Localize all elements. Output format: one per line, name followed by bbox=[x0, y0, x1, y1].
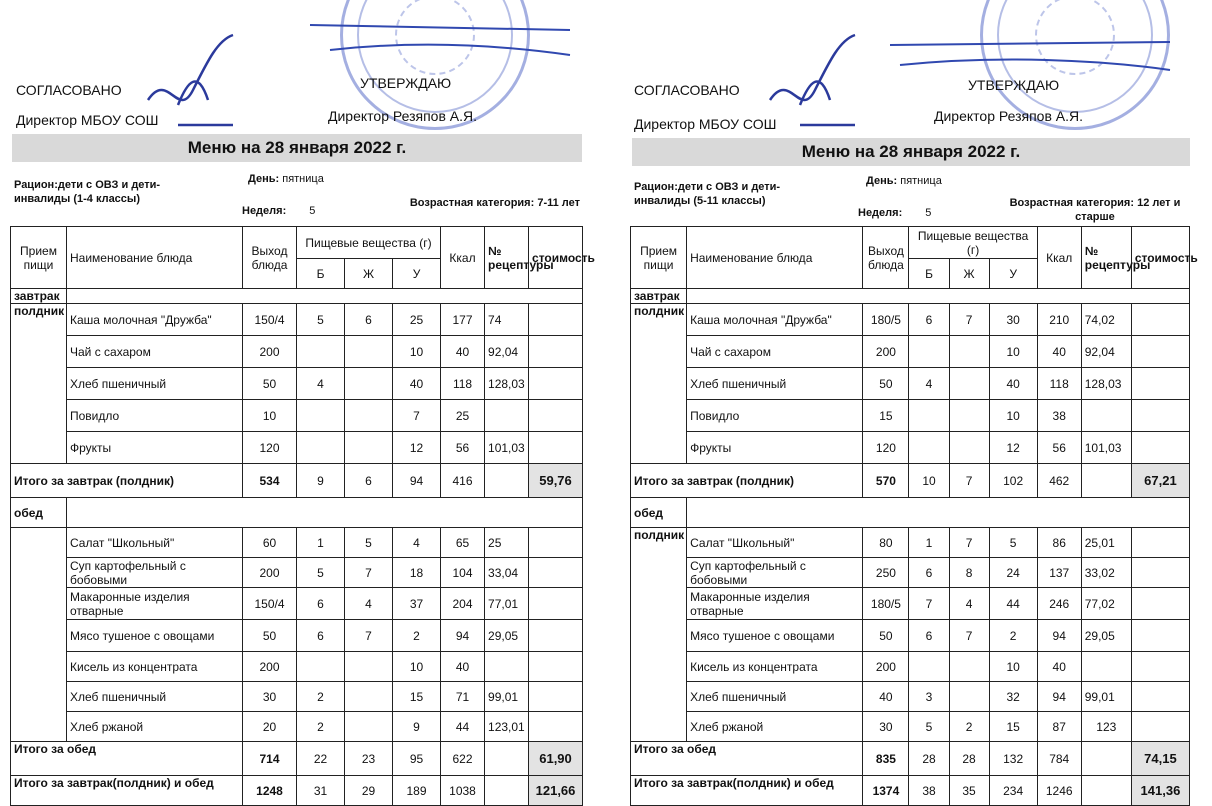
dish-output: 15 bbox=[863, 400, 909, 432]
dish-u: 40 bbox=[989, 368, 1037, 400]
dish-cost bbox=[529, 368, 583, 400]
dish-kcal: 71 bbox=[441, 682, 485, 712]
dish-kcal: 177 bbox=[441, 304, 485, 336]
total-cost: 74,15 bbox=[1131, 742, 1189, 776]
dish-output: 150/4 bbox=[243, 304, 297, 336]
dish-cost bbox=[1131, 558, 1189, 588]
dish-u: 32 bbox=[989, 682, 1037, 712]
dish-cost bbox=[529, 620, 583, 652]
total-output: 835 bbox=[863, 742, 909, 776]
section-lunch: обед bbox=[11, 498, 67, 528]
dish-u: 30 bbox=[989, 304, 1037, 336]
total-u: 94 bbox=[393, 464, 441, 498]
dish-u: 2 bbox=[989, 620, 1037, 652]
total-breakfast-label: Итого за завтрак (полдник) bbox=[631, 464, 863, 498]
section-lunch-sub: полдник bbox=[631, 528, 687, 742]
dish-cost bbox=[529, 528, 583, 558]
total-b: 31 bbox=[297, 776, 345, 806]
dish-zh: 8 bbox=[949, 558, 989, 588]
dish-name: Каша молочная "Дружба" bbox=[687, 304, 863, 336]
dish-recipe: 123,01 bbox=[485, 712, 529, 742]
director-school: Директор МБОУ СОШ bbox=[16, 112, 159, 128]
dish-b: 4 bbox=[909, 368, 949, 400]
total-zh: 35 bbox=[949, 776, 989, 806]
dish-kcal: 137 bbox=[1037, 558, 1081, 588]
dish-name: Салат "Школьный" bbox=[67, 528, 243, 558]
dish-kcal: 38 bbox=[1037, 400, 1081, 432]
ration-label: Рацион:дети с ОВЗ и дети-инвалиды (5-11 классы) bbox=[634, 181, 781, 207]
total-zh: 29 bbox=[345, 776, 393, 806]
dish-u: 12 bbox=[393, 432, 441, 464]
total-b: 9 bbox=[297, 464, 345, 498]
dish-zh bbox=[345, 682, 393, 712]
total-kcal: 1038 bbox=[441, 776, 485, 806]
dish-output: 30 bbox=[243, 682, 297, 712]
dish-recipe bbox=[1081, 652, 1131, 682]
dish-recipe: 92,04 bbox=[485, 336, 529, 368]
dish-cost bbox=[1131, 336, 1189, 368]
dish-b: 6 bbox=[909, 304, 949, 336]
dish-u: 40 bbox=[393, 368, 441, 400]
total-u: 102 bbox=[989, 464, 1037, 498]
total-b: 38 bbox=[909, 776, 949, 806]
dish-b bbox=[297, 432, 345, 464]
dish-recipe: 92,04 bbox=[1081, 336, 1131, 368]
dish-output: 50 bbox=[863, 368, 909, 400]
total-output: 714 bbox=[243, 742, 297, 776]
agreed-label: СОГЛАСОВАНО bbox=[16, 82, 122, 98]
dish-cost bbox=[1131, 432, 1189, 464]
ration-label: Рацион:дети с ОВЗ и дети-инвалиды (1-4 классы) bbox=[14, 179, 161, 205]
signature bbox=[760, 30, 870, 130]
dish-b: 6 bbox=[297, 620, 345, 652]
dish-name: Хлеб ржаной bbox=[67, 712, 243, 742]
dish-zh bbox=[949, 368, 989, 400]
dish-cost bbox=[529, 588, 583, 620]
dish-zh bbox=[949, 432, 989, 464]
week-label: Неделя: 5 bbox=[858, 207, 932, 219]
dish-recipe: 74,02 bbox=[1081, 304, 1131, 336]
dish-kcal: 118 bbox=[1037, 368, 1081, 400]
header-u: У bbox=[989, 259, 1037, 289]
dish-kcal: 118 bbox=[441, 368, 485, 400]
dish-b: 6 bbox=[297, 588, 345, 620]
dish-u: 10 bbox=[393, 336, 441, 368]
header-recipe: № рецептуры bbox=[1081, 227, 1131, 289]
dish-name: Хлеб ржаной bbox=[687, 712, 863, 742]
dish-cost bbox=[529, 400, 583, 432]
dish-output: 50 bbox=[863, 620, 909, 652]
dish-recipe bbox=[1081, 400, 1131, 432]
dish-u: 5 bbox=[989, 528, 1037, 558]
dish-recipe bbox=[485, 652, 529, 682]
dish-cost bbox=[1131, 712, 1189, 742]
dish-cost bbox=[529, 558, 583, 588]
header-dish: Наименование блюда bbox=[687, 227, 863, 289]
dish-cost bbox=[1131, 652, 1189, 682]
dish-cost bbox=[1131, 304, 1189, 336]
dish-name: Мясо тушеное с овощами bbox=[67, 620, 243, 652]
dish-output: 50 bbox=[243, 620, 297, 652]
dish-u: 44 bbox=[989, 588, 1037, 620]
dish-u: 15 bbox=[989, 712, 1037, 742]
header-output: Выход блюда bbox=[863, 227, 909, 289]
signature-approve bbox=[300, 10, 580, 70]
dish-recipe: 33,02 bbox=[1081, 558, 1131, 588]
dish-u: 10 bbox=[989, 336, 1037, 368]
section-breakfast-sub: полдник bbox=[631, 304, 687, 464]
dish-kcal: 86 bbox=[1037, 528, 1081, 558]
dish-output: 80 bbox=[863, 528, 909, 558]
header-meal: Прием пищи bbox=[11, 227, 67, 289]
dish-output: 30 bbox=[863, 712, 909, 742]
dish-name: Повидло bbox=[67, 400, 243, 432]
dish-output: 250 bbox=[863, 558, 909, 588]
page-title: Меню на 28 января 2022 г. bbox=[12, 134, 582, 162]
header-output: Выход блюда bbox=[243, 227, 297, 289]
dish-name: Каша молочная "Дружба" bbox=[67, 304, 243, 336]
dish-zh bbox=[949, 336, 989, 368]
dish-b: 6 bbox=[909, 620, 949, 652]
dish-u: 12 bbox=[989, 432, 1037, 464]
section-breakfast-sub: полдник bbox=[11, 304, 67, 464]
menu-page-left bbox=[0, 0, 600, 802]
dish-name: Повидло bbox=[687, 400, 863, 432]
dish-kcal: 44 bbox=[441, 712, 485, 742]
dish-name: Суп картофельный с бобовыми bbox=[67, 558, 243, 588]
dish-kcal: 94 bbox=[1037, 682, 1081, 712]
dish-cost bbox=[529, 652, 583, 682]
dish-output: 150/4 bbox=[243, 588, 297, 620]
header-b: Б bbox=[909, 259, 949, 289]
dish-kcal: 94 bbox=[441, 620, 485, 652]
age-category: Возрастная категория: 7-11 лет bbox=[409, 197, 580, 209]
dish-cost bbox=[1131, 588, 1189, 620]
dish-cost bbox=[529, 304, 583, 336]
dish-recipe: 25 bbox=[485, 528, 529, 558]
total-u: 132 bbox=[989, 742, 1037, 776]
total-output: 570 bbox=[863, 464, 909, 498]
dish-b bbox=[297, 336, 345, 368]
dish-zh: 4 bbox=[949, 588, 989, 620]
header-cost: стоимость bbox=[529, 227, 583, 289]
header-b: Б bbox=[297, 259, 345, 289]
dish-b bbox=[297, 400, 345, 432]
dish-zh: 2 bbox=[949, 712, 989, 742]
dish-output: 180/5 bbox=[863, 588, 909, 620]
dish-cost bbox=[1131, 400, 1189, 432]
total-zh: 28 bbox=[949, 742, 989, 776]
dish-name: Суп картофельный с бобовыми bbox=[687, 558, 863, 588]
total-breakfast-label: Итого за завтрак (полдник) bbox=[11, 464, 243, 498]
dish-b: 5 bbox=[297, 304, 345, 336]
dish-zh: 7 bbox=[345, 620, 393, 652]
total-u: 189 bbox=[393, 776, 441, 806]
total-u: 234 bbox=[989, 776, 1037, 806]
dish-cost bbox=[529, 712, 583, 742]
dish-zh bbox=[949, 652, 989, 682]
total-cost: 61,90 bbox=[529, 742, 583, 776]
dish-zh bbox=[345, 712, 393, 742]
dish-recipe: 123 bbox=[1081, 712, 1131, 742]
dish-kcal: 40 bbox=[441, 652, 485, 682]
dish-zh: 6 bbox=[345, 304, 393, 336]
total-cost: 67,21 bbox=[1131, 464, 1189, 498]
dish-zh: 5 bbox=[345, 528, 393, 558]
age-category: Возрастная категория: 12 лет и старше bbox=[1009, 197, 1181, 223]
total-lunch-label: Итого за обед bbox=[631, 742, 863, 776]
total-all-label: Итого за завтрак(полдник) и обед bbox=[11, 776, 243, 806]
total-all-label: Итого за завтрак(полдник) и обед bbox=[631, 776, 863, 806]
dish-cost bbox=[1131, 528, 1189, 558]
dish-name: Чай с сахаром bbox=[67, 336, 243, 368]
dish-zh: 7 bbox=[345, 558, 393, 588]
section-breakfast: завтрак bbox=[11, 289, 67, 304]
dish-zh bbox=[345, 652, 393, 682]
total-zh: 7 bbox=[949, 464, 989, 498]
dish-zh: 7 bbox=[949, 620, 989, 652]
header-meal: Прием пищи bbox=[631, 227, 687, 289]
dish-recipe: 25,01 bbox=[1081, 528, 1131, 558]
dish-b: 5 bbox=[909, 712, 949, 742]
header-u: У bbox=[393, 259, 441, 289]
dish-recipe bbox=[485, 400, 529, 432]
dish-cost bbox=[1131, 620, 1189, 652]
dish-b: 5 bbox=[297, 558, 345, 588]
total-kcal: 622 bbox=[441, 742, 485, 776]
dish-cost bbox=[1131, 682, 1189, 712]
page-title: Меню на 28 января 2022 г. bbox=[632, 138, 1190, 166]
dish-kcal: 40 bbox=[1037, 336, 1081, 368]
header-dish: Наименование блюда bbox=[67, 227, 243, 289]
header-kcal: Ккал bbox=[1037, 227, 1081, 289]
dish-output: 200 bbox=[243, 652, 297, 682]
dish-recipe: 128,03 bbox=[1081, 368, 1131, 400]
dish-recipe: 101,03 bbox=[485, 432, 529, 464]
dish-u: 4 bbox=[393, 528, 441, 558]
dish-name: Фрукты bbox=[687, 432, 863, 464]
dish-name: Мясо тушеное с овощами bbox=[687, 620, 863, 652]
dish-name: Кисель из концентрата bbox=[687, 652, 863, 682]
dish-name: Хлеб пшеничный bbox=[687, 682, 863, 712]
dish-cost bbox=[1131, 368, 1189, 400]
dish-name: Хлеб пшеничный bbox=[67, 682, 243, 712]
dish-name: Хлеб пшеничный bbox=[67, 368, 243, 400]
dish-b bbox=[909, 336, 949, 368]
day-label: День: пятница bbox=[866, 175, 942, 187]
section-breakfast: завтрак bbox=[631, 289, 687, 304]
dish-u: 24 bbox=[989, 558, 1037, 588]
dish-b: 6 bbox=[909, 558, 949, 588]
director-name: Директор Резяпов А.Я. bbox=[328, 108, 477, 124]
total-u: 95 bbox=[393, 742, 441, 776]
header-cost: стоимость bbox=[1131, 227, 1189, 289]
header-nutrients: Пищевые вещества (г) bbox=[297, 227, 441, 259]
dish-output: 60 bbox=[243, 528, 297, 558]
dish-zh: 7 bbox=[949, 304, 989, 336]
total-b: 10 bbox=[909, 464, 949, 498]
dish-zh bbox=[345, 368, 393, 400]
dish-output: 180/5 bbox=[863, 304, 909, 336]
dish-b: 3 bbox=[909, 682, 949, 712]
total-output: 534 bbox=[243, 464, 297, 498]
dish-recipe: 29,05 bbox=[485, 620, 529, 652]
dish-u: 18 bbox=[393, 558, 441, 588]
dish-name: Салат "Школьный" bbox=[687, 528, 863, 558]
dish-zh bbox=[345, 336, 393, 368]
dish-b: 4 bbox=[297, 368, 345, 400]
total-zh: 6 bbox=[345, 464, 393, 498]
day-label: День: пятница bbox=[248, 173, 324, 185]
total-zh: 23 bbox=[345, 742, 393, 776]
dish-recipe: 101,03 bbox=[1081, 432, 1131, 464]
dish-zh bbox=[949, 682, 989, 712]
total-kcal: 1246 bbox=[1037, 776, 1081, 806]
dish-kcal: 40 bbox=[1037, 652, 1081, 682]
dish-recipe: 74 bbox=[485, 304, 529, 336]
dish-b: 7 bbox=[909, 588, 949, 620]
dish-output: 200 bbox=[863, 336, 909, 368]
dish-output: 20 bbox=[243, 712, 297, 742]
dish-b bbox=[297, 652, 345, 682]
dish-zh: 4 bbox=[345, 588, 393, 620]
dish-recipe: 77,02 bbox=[1081, 588, 1131, 620]
total-kcal: 784 bbox=[1037, 742, 1081, 776]
dish-recipe: 99,01 bbox=[1081, 682, 1131, 712]
dish-recipe: 99,01 bbox=[485, 682, 529, 712]
dish-zh bbox=[345, 432, 393, 464]
dish-output: 40 bbox=[863, 682, 909, 712]
header-recipe: № рецептуры bbox=[485, 227, 529, 289]
dish-output: 120 bbox=[863, 432, 909, 464]
dish-output: 10 bbox=[243, 400, 297, 432]
dish-u: 9 bbox=[393, 712, 441, 742]
dish-kcal: 56 bbox=[1037, 432, 1081, 464]
approve-label: УТВЕРЖДАЮ bbox=[968, 77, 1060, 93]
agreed-label: СОГЛАСОВАНО bbox=[634, 82, 740, 98]
dish-kcal: 204 bbox=[441, 588, 485, 620]
dish-u: 15 bbox=[393, 682, 441, 712]
total-cost: 121,66 bbox=[529, 776, 583, 806]
dish-name: Чай с сахаром bbox=[687, 336, 863, 368]
approve-label: УТВЕРЖДАЮ bbox=[360, 75, 452, 91]
dish-recipe: 33,04 bbox=[485, 558, 529, 588]
week-label: Неделя: 5 bbox=[242, 205, 316, 217]
dish-name: Фрукты bbox=[67, 432, 243, 464]
dish-b: 1 bbox=[297, 528, 345, 558]
dish-cost bbox=[529, 682, 583, 712]
dish-kcal: 65 bbox=[441, 528, 485, 558]
dish-kcal: 104 bbox=[441, 558, 485, 588]
dish-u: 37 bbox=[393, 588, 441, 620]
dish-u: 10 bbox=[989, 652, 1037, 682]
dish-b: 2 bbox=[297, 682, 345, 712]
total-kcal: 416 bbox=[441, 464, 485, 498]
dish-name: Макаронные изделия отварные bbox=[687, 588, 863, 620]
dish-u: 2 bbox=[393, 620, 441, 652]
menu-page-right bbox=[620, 0, 1212, 802]
dish-name: Хлеб пшеничный bbox=[687, 368, 863, 400]
dish-cost bbox=[529, 432, 583, 464]
header-zh: Ж bbox=[949, 259, 989, 289]
total-output: 1374 bbox=[863, 776, 909, 806]
dish-kcal: 25 bbox=[441, 400, 485, 432]
total-lunch-label: Итого за обед bbox=[11, 742, 243, 776]
total-b: 28 bbox=[909, 742, 949, 776]
signature-approve bbox=[880, 30, 1180, 80]
director-school: Директор МБОУ СОШ bbox=[634, 116, 777, 132]
section-lunch-sub bbox=[11, 528, 67, 742]
header-nutrients: Пищевые вещества (г) bbox=[909, 227, 1037, 259]
dish-name: Макаронные изделия отварные bbox=[67, 588, 243, 620]
total-output: 1248 bbox=[243, 776, 297, 806]
menu-table bbox=[630, 226, 1198, 806]
dish-cost bbox=[529, 336, 583, 368]
dish-name: Кисель из концентрата bbox=[67, 652, 243, 682]
menu-table bbox=[10, 226, 595, 806]
dish-kcal: 56 bbox=[441, 432, 485, 464]
dish-u: 10 bbox=[393, 652, 441, 682]
total-b: 22 bbox=[297, 742, 345, 776]
dish-u: 7 bbox=[393, 400, 441, 432]
dish-b bbox=[909, 652, 949, 682]
total-cost: 141,36 bbox=[1131, 776, 1189, 806]
header-kcal: Ккал bbox=[441, 227, 485, 289]
dish-u: 25 bbox=[393, 304, 441, 336]
dish-b: 1 bbox=[909, 528, 949, 558]
director-name: Директор Резяпов А.Я. bbox=[934, 108, 1083, 124]
dish-output: 50 bbox=[243, 368, 297, 400]
dish-kcal: 40 bbox=[441, 336, 485, 368]
dish-recipe: 128,03 bbox=[485, 368, 529, 400]
dish-zh bbox=[345, 400, 393, 432]
dish-kcal: 246 bbox=[1037, 588, 1081, 620]
dish-recipe: 77,01 bbox=[485, 588, 529, 620]
dish-output: 200 bbox=[243, 336, 297, 368]
dish-b: 2 bbox=[297, 712, 345, 742]
dish-output: 120 bbox=[243, 432, 297, 464]
dish-zh: 7 bbox=[949, 528, 989, 558]
total-kcal: 462 bbox=[1037, 464, 1081, 498]
section-lunch: обед bbox=[631, 498, 687, 528]
dish-kcal: 94 bbox=[1037, 620, 1081, 652]
header-zh: Ж bbox=[345, 259, 393, 289]
dish-u: 10 bbox=[989, 400, 1037, 432]
dish-b bbox=[909, 400, 949, 432]
total-cost: 59,76 bbox=[529, 464, 583, 498]
dish-b bbox=[909, 432, 949, 464]
dish-zh bbox=[949, 400, 989, 432]
dish-kcal: 210 bbox=[1037, 304, 1081, 336]
dish-recipe: 29,05 bbox=[1081, 620, 1131, 652]
dish-output: 200 bbox=[863, 652, 909, 682]
dish-kcal: 87 bbox=[1037, 712, 1081, 742]
dish-output: 200 bbox=[243, 558, 297, 588]
